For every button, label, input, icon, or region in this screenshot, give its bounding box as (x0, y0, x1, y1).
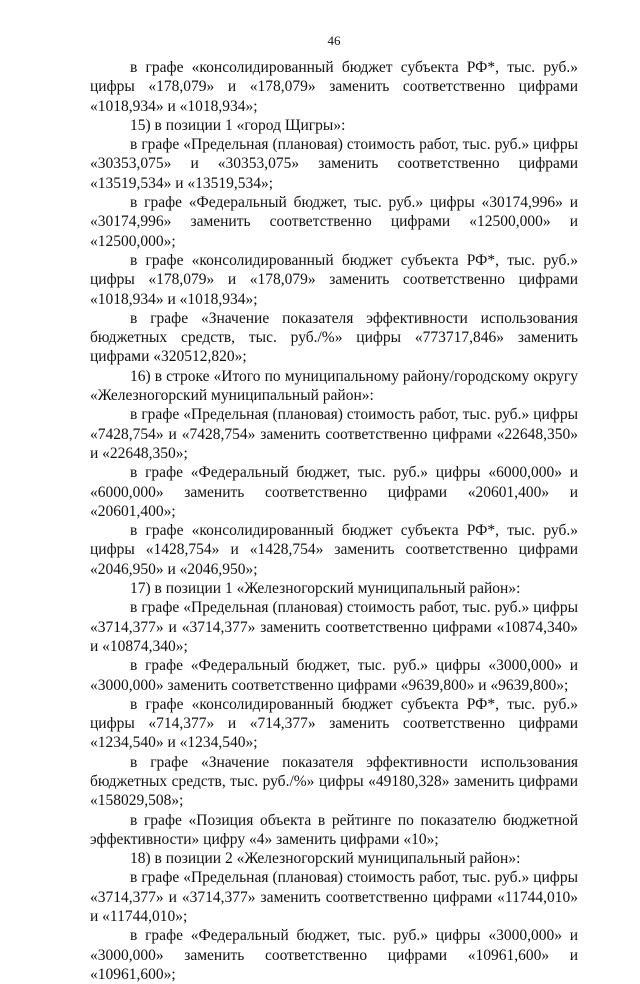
paragraph: в графе «Значение показателя эффективности использования бюджетных средств, тыс. руб./%» цифры «773717,846» заменить цифрами «320512,820»; (90, 309, 578, 366)
paragraph: в графе «Предельная (плановая) стоимость работ, тыс. руб.» цифры «30353,075» и «30353,075» заменить соответственно цифрами «13519,534» и «13519,534»; (90, 136, 578, 192)
paragraph: в графе «Предельная (плановая) стоимость работ, тыс. руб.» цифры «3714,377» и «3714,377» заменить соответственно цифрами «10874,340» и «10874,340»; (90, 599, 578, 655)
paragraph: 17) в позиции 1 «Железногорский муниципальный район»: (130, 580, 521, 598)
paragraph: 18) в позиции 2 «Железногорский муниципальный район»: (130, 850, 521, 868)
paragraph: 16) в строке «Итого по муниципальному району/городскому округу «Железногорский муниципальный район»: (90, 367, 578, 405)
paragraph: 15) в позиции 1 «город Щигры»: (130, 116, 346, 134)
page-number: 46 (327, 33, 341, 48)
paragraph: в графе «Предельная (плановая) стоимость работ, тыс. руб.» цифры «3714,377» и «3714,377» заменить соответственно цифрами «11744,010» и «11744,010»; (90, 869, 578, 926)
paragraph: в графе «консолидированный бюджет субъекта РФ*, тыс. руб.» цифры «714,377» и «714,377» заменить соответственно цифрами «1234,540» и «1234,540»; (90, 695, 578, 752)
paragraph: в графе «Предельная (плановая) стоимость работ, тыс. руб.» цифры «7428,754» и «7428,754» заменить соответственно цифрами «22648,350» и «22648,350»; (90, 406, 578, 462)
paragraph: в графе «консолидированный бюджет субъекта РФ*, тыс. руб.» цифры «178,079» и «178,079» заменить соответственно цифрами «1018,934» и «1018,934»; (90, 251, 578, 308)
paragraph: в графе «консолидированный бюджет субъекта РФ*, тыс. руб.» цифры «178,079» и «178,079» заменить соответственно цифрами «1018,934» и «1018,934»; (90, 59, 578, 115)
paragraph: в графе «консолидированный бюджет субъекта РФ*, тыс. руб.» цифры «1428,754» и «1428,754» заменить соответственно цифрами «2046,950» и «2046,950»; (90, 522, 578, 578)
paragraph: в графе «Федеральный бюджет, тыс. руб.» цифры «3000,000» и «3000,000» заменить соответственно цифрами «10961,600» и «10961,600»; (90, 927, 578, 983)
paragraph: в графе «Федеральный бюджет, тыс. руб.» цифры «6000,000» и «6000,000» заменить соответственно цифрами «20601,400» и «20601,400»; (90, 464, 578, 520)
paragraph: в графе «Федеральный бюджет, тыс. руб.» цифры «30174,996» и «30174,996» заменить соответственно цифрами «12500,000» и «12500,000»; (90, 194, 578, 250)
paragraph: в графе «Значение показателя эффективности использования бюджетных средств, тыс. руб./%» цифры «49180,328» заменить цифрами «158029,508»; (90, 753, 578, 810)
paragraph: в графе «Федеральный бюджет, тыс. руб.» цифры «3000,000» и «3000,000» заменить соответственно цифрами «9639,800» и «9639,800»; (90, 657, 578, 694)
paragraph: в графе «Позиция объекта в рейтинге по показателю бюджетной эффективности» цифру «4» заменить цифрами «10»; (90, 811, 578, 848)
document-body (90, 58, 578, 984)
